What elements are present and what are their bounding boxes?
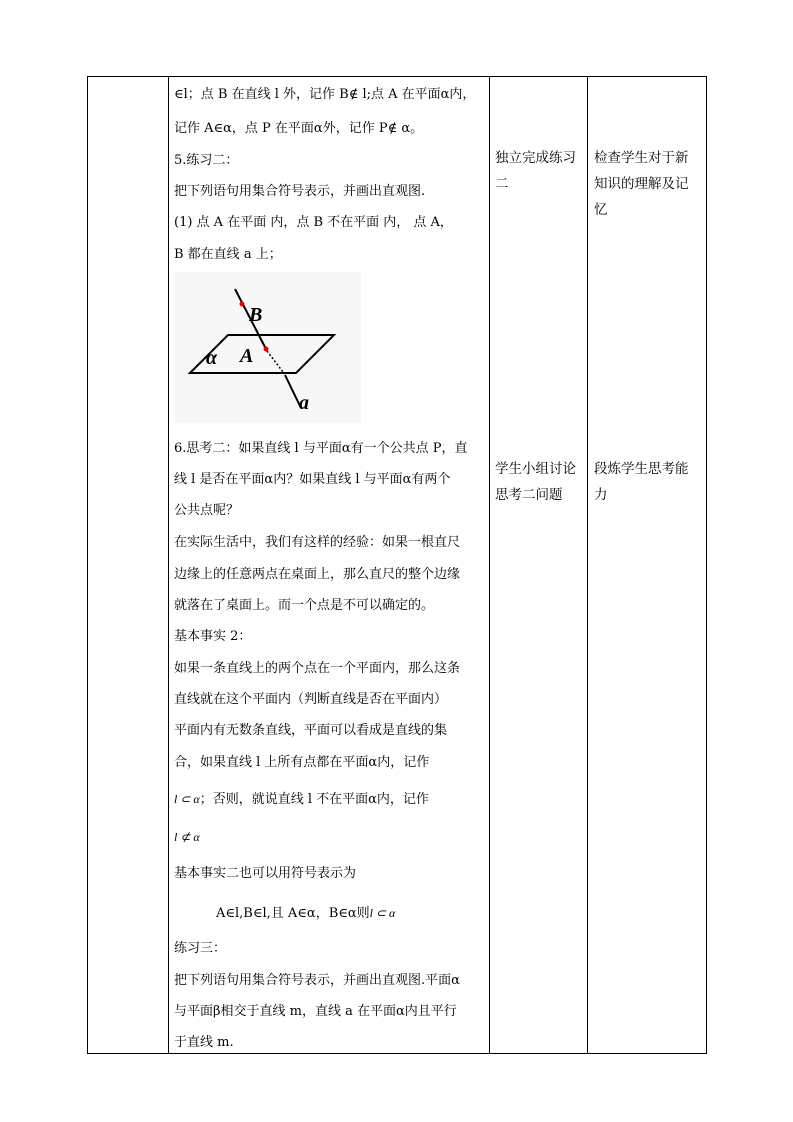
text-line: 平面内有无数条直线，平面可以看成是直线的集	[174, 723, 448, 738]
text-line: 记作 A∈α，点 P 在平面α外，记作 P∉ α。	[174, 121, 424, 136]
text-line: 边缘上的任意两点在桌面上，那么直尺的整个边缘	[174, 567, 461, 582]
text-line: 把下列语句用集合符号表示，并画出直观图.平面α	[174, 973, 460, 988]
text-line: 把下列语句用集合符号表示，并画出直观图.	[174, 184, 426, 199]
plane-line-diagram	[174, 272, 361, 423]
not-subset-symbol: l ⊄ α	[174, 830, 200, 844]
text-line: 力	[594, 487, 608, 503]
basic-fact-2-heading: 基本事实 2：	[174, 629, 252, 644]
student-activity-2	[495, 456, 585, 508]
design-intent-1	[594, 145, 704, 223]
column-divider-3	[587, 77, 588, 1053]
diagram-svg	[174, 272, 361, 423]
text-line: 与平面β相交于直线 m，直线 a 在平面α内且平行	[174, 1004, 457, 1019]
lesson-table	[87, 76, 707, 1054]
text-line: 知识的理解及记	[594, 176, 689, 192]
text-line: 忆	[594, 202, 608, 218]
formula-text: A∈l,B∈l,且 A∈α，B∈α则	[216, 906, 370, 921]
formula-line	[216, 905, 395, 922]
column-divider-2	[489, 77, 490, 1053]
text-line: ∈l；点 B 在直线 l 外，记作 B∉ l;点 A 在平面α内，	[174, 87, 476, 102]
subset-symbol: l ⊂ α	[174, 792, 200, 806]
label-alpha: α	[206, 347, 218, 369]
text-line: (1) 点 A 在平面 内，点 B 不在平面 内， 点 A，	[174, 215, 453, 230]
text-line: 思考二问题	[495, 487, 563, 503]
text-line: 学生小组讨论	[495, 461, 576, 477]
think-2-heading: 6.思考二：如果直线 l 与平面α有一个公共点 P，直	[174, 441, 468, 456]
text-line: B 都在直线 a 上；	[174, 247, 282, 262]
text-line	[174, 791, 429, 808]
text-line: 检查学生对于新	[594, 150, 689, 166]
text-line: 于直线 m.	[174, 1035, 234, 1050]
text-line: 公共点呢？	[174, 503, 240, 518]
text-line: 线 l 是否在平面α内？如果直线 l 与平面α有两个	[174, 472, 451, 487]
text-line: 基本事实二也可以用符号表示为	[174, 866, 357, 881]
text-line	[174, 829, 200, 846]
text-line: 在实际生活中，我们有这样的经验：如果一根直尺	[174, 535, 461, 550]
point-A	[264, 347, 269, 352]
text-span: ；否则，就说直线 l 不在平面α内，记作	[199, 792, 429, 807]
exercise-3-heading: 练习三：	[174, 941, 227, 956]
subset-symbol: l ⊂ α	[369, 906, 396, 920]
text-line: 如果一条直线上的两个点在一个平面内，那么这条	[174, 661, 461, 676]
text-line: 段炼学生思考能	[594, 461, 689, 477]
text-line: 直线就在这个平面内（判断直线是否在平面内）	[174, 692, 448, 707]
exercise-2-heading: 5.练习二：	[174, 153, 239, 168]
column-divider-1	[168, 77, 169, 1053]
text-line: 二	[495, 176, 509, 192]
design-intent-2	[594, 456, 704, 508]
text-line: 合，如果直线 l 上所有点都在平面α内，记作	[174, 755, 430, 770]
label-A: A	[240, 345, 254, 367]
label-B: B	[249, 304, 263, 326]
label-a: a	[299, 392, 309, 414]
line-hidden-segment	[267, 351, 283, 372]
student-activity-1	[495, 145, 585, 197]
text-line: 独立完成练习	[495, 150, 576, 166]
point-B	[240, 302, 245, 307]
text-line: 就落在了桌面上。而一个点是不可以确定的。	[174, 598, 435, 613]
